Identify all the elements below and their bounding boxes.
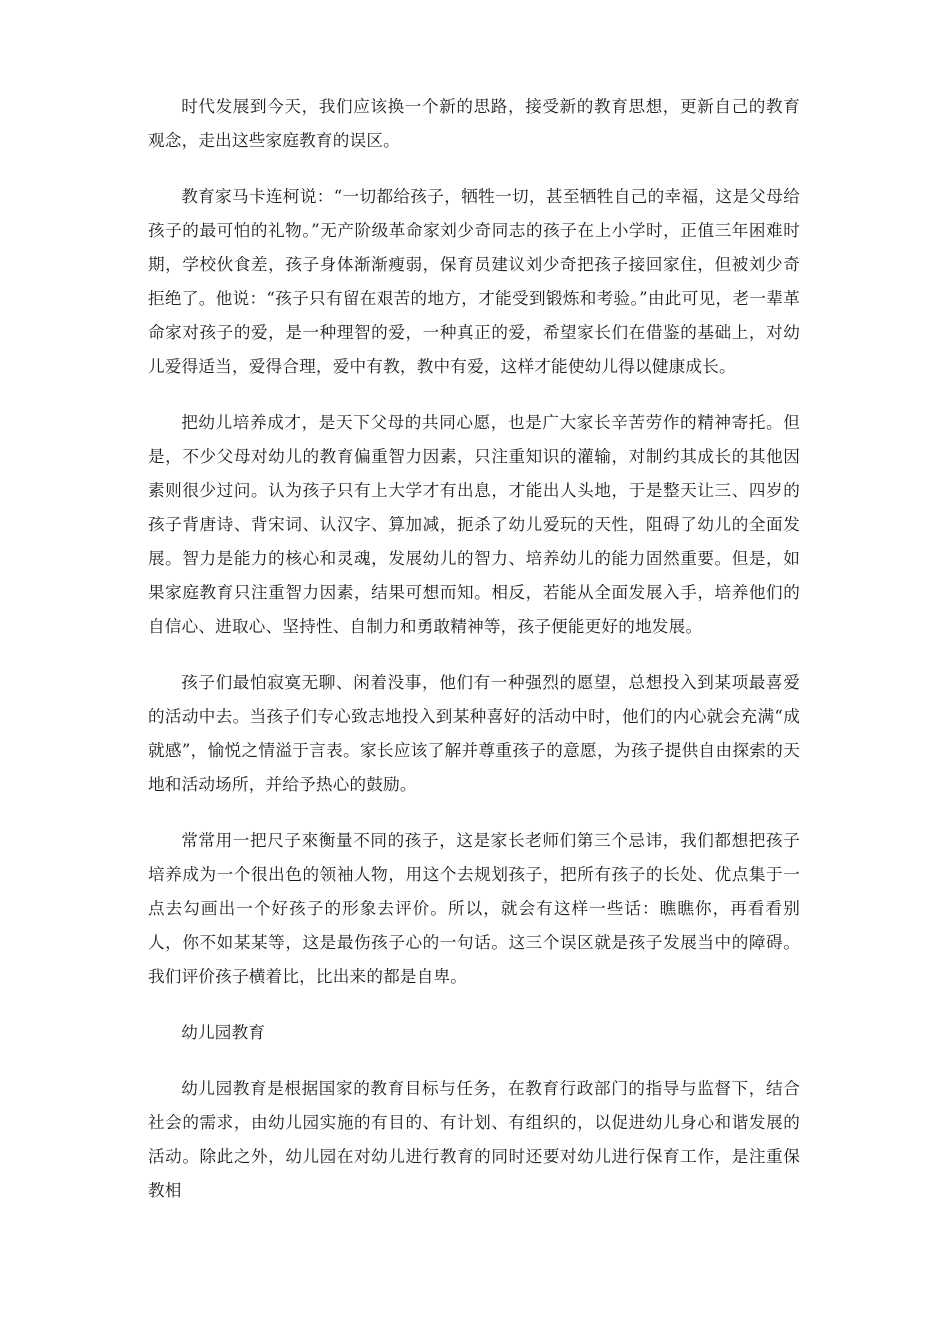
section-paragraph: 幼儿园教育是根据国家的教育目标与任务，在教育行政部门的指导与监督下，结合社会的需求，由幼儿园实施的有目的、有计划、有组织的，以促进幼儿身心和谐发展的活动。除此之外，幼儿园在对幼儿进行教育的同时还要对幼儿进行保育工作，是注重保教相 [148, 1079, 800, 1200]
document-body [148, 90, 800, 1230]
paragraph-5: 常常用一把尺子來衡量不同的孩子，这是家长老师们第三个忌讳，我们都想把孩子培养成为一个很出色的领袖人物，用这个去规划孩子，把所有孩子的长处、优点集于一点去勾画出一个好孩子的形象去评价。所以，就会有这样一些话：瞧瞧你，再看看别人，你不如某某等，这是最伤孩子心的一句话。这三个误区就是孩子发展当中的障碍。我们评价孩子横着比，比出来的都是自卑。 [148, 831, 800, 986]
paragraph-3: 把幼儿培养成才，是天下父母的共同心愿，也是广大家长辛苦劳作的精神寄托。但是，不少父母对幼儿的教育偏重智力因素，只注重知识的灌输，对制约其成长的其他因素则很少过问。认为孩子只有上大学才有出息，才能出人头地，于是整天让三、四岁的孩子背唐诗、背宋词、认汉字、算加减，扼杀了幼儿爱玩的天性，阻碍了幼儿的全面发展。智力是能力的核心和灵魂，发展幼儿的智力、培养幼儿的能力固然重要。但是，如果家庭教育只注重智力因素，结果可想而知。相反，若能从全面发展入手，培养他们的自信心、进取心、坚持性、自制力和勇敢精神等，孩子便能更好的地发展。 [148, 413, 800, 636]
paragraph-4: 孩子们最怕寂寞无聊、闲着没事，他们有一种强烈的愿望，总想投入到某项最喜爱的活动中去。当孩子们专心致志地投入到某种喜好的活动中时，他们的内心就会充满“成就感”，愉悦之情溢于言表。家长应该了解并尊重孩子的意愿，为孩子提供自由探索的天地和活动场所，并给予热心的鼓励。 [148, 673, 800, 794]
paragraph-1: 时代发展到今天，我们应该换一个新的思路，接受新的教育思想，更新自己的教育观念，走出这些家庭教育的误区。 [148, 97, 800, 150]
paragraph-2: 教育家马卡连柯说：“一切都给孩子，牺牲一切，甚至牺牲自己的幸福，这是父母给孩子的最可怕的礼物。”无产阶级革命家刘少奇同志的孩子在上小学时，正值三年困难时期，学校伙食差，孩子身体渐渐瘦弱，保育员建议刘少奇把孩子接回家住，但被刘少奇拒绝了。他说：“孩子只有留在艰苦的地方，才能受到锻炼和考验。”由此可见，老一辈革命家对孩子的爱，是一种理智的爱，一种真正的爱，希望家长们在借鉴的基础上，对幼儿爱得适当，爱得合理，爱中有教，教中有爱，这样才能使幼儿得以健康成长。 [148, 187, 800, 376]
section-heading: 幼儿园教育 [181, 1023, 266, 1042]
